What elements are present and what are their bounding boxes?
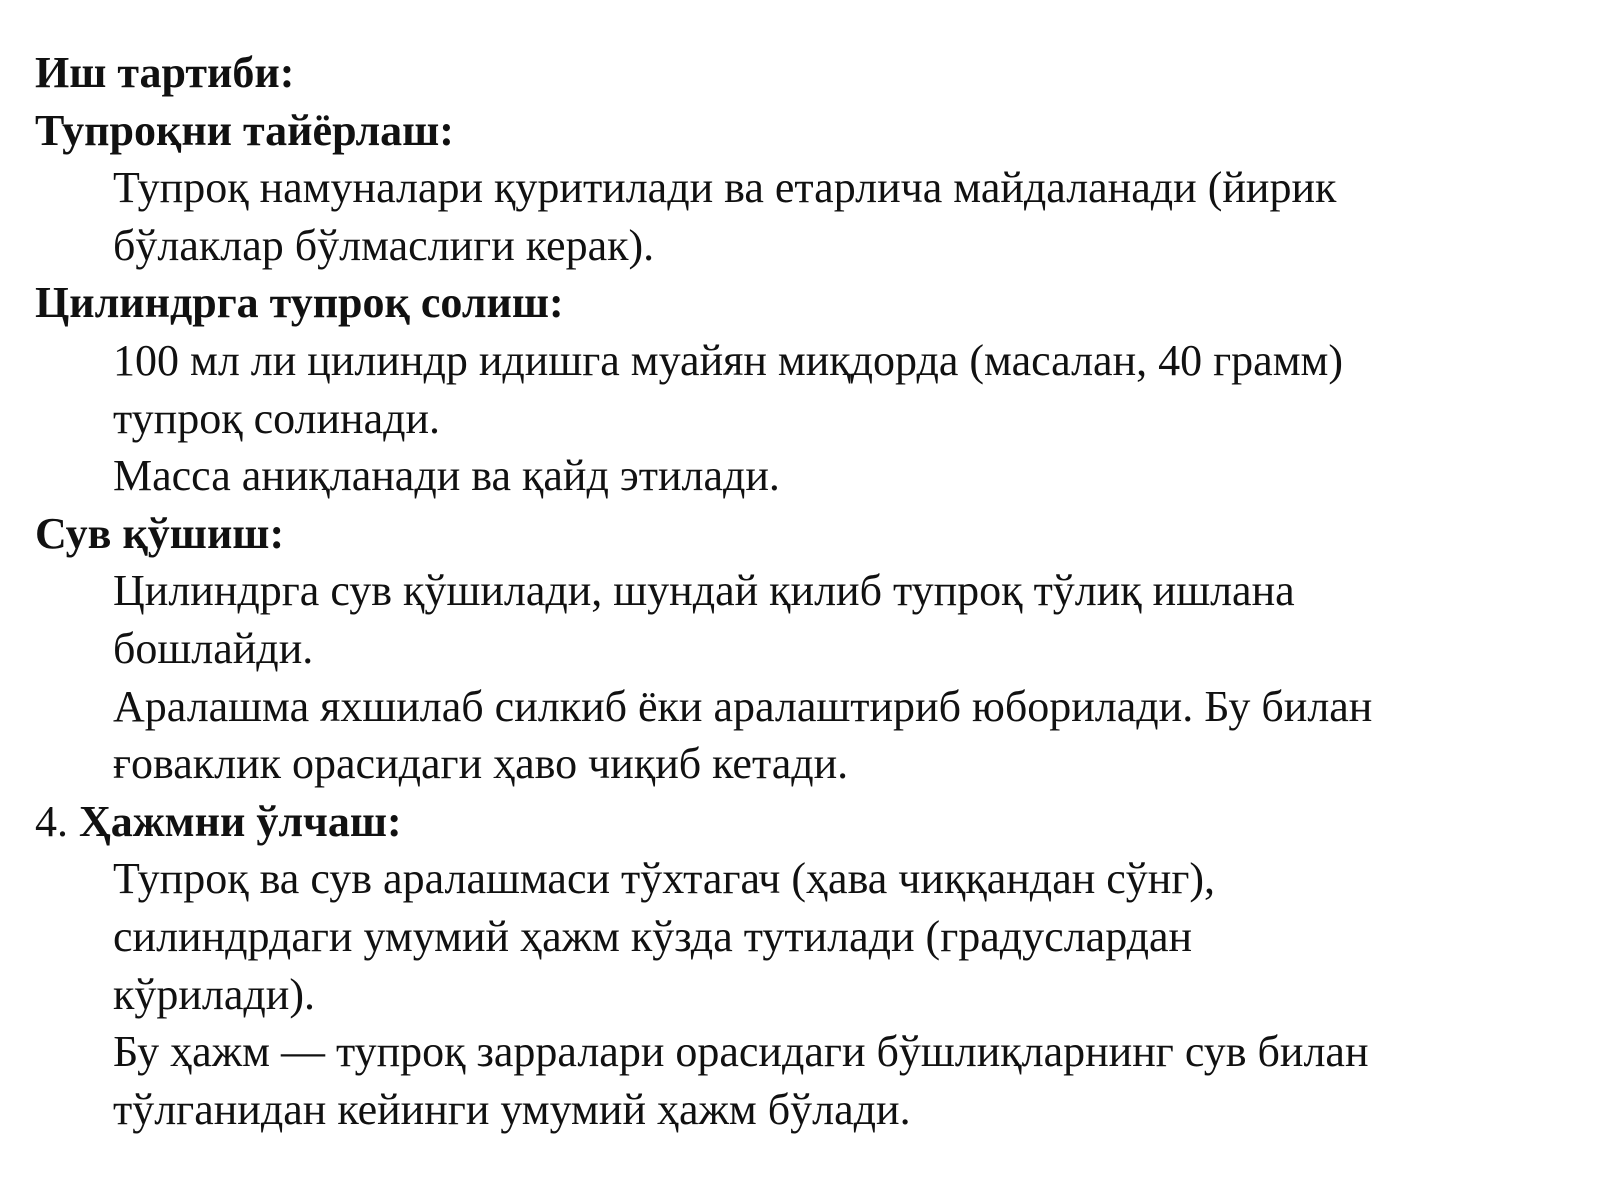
section-fill-cylinder (35, 274, 1575, 504)
section-soil-preparation (35, 102, 1575, 275)
paragraph-line: Масса аниқланади ва қайд этилади. (113, 451, 780, 501)
paragraph-line: ғоваклик орасидаги ҳаво чиқиб кетади. (113, 739, 849, 789)
paragraph-line: Тупроқ намуналари қуритилади ва етарлича майдаланади (йирик (113, 163, 1337, 213)
section-heading: Тупроқни тайёрлаш: (35, 105, 454, 155)
paragraph-line: силиндрдаги умумий ҳажм кўзда тутилади (градуслардан (113, 911, 1193, 961)
paragraph-line: Тупроқ ва сув аралашмаси тўхтагач (ҳава чиққандан сўнг), (113, 854, 1216, 904)
section-number: 4. (35, 796, 68, 846)
paragraph-line: Цилиндрга сув қўшилади, шундай қилиб тупроқ тўлиқ ишлана (113, 566, 1295, 616)
document-title: Иш тартиби: (35, 48, 295, 97)
paragraph-line: 100 мл ли цилиндр идишга муайян миқдорда (масалан, 40 грамм) (113, 335, 1344, 385)
document-body (35, 44, 1575, 1138)
paragraph-line: бўлаклар бўлмаслиги керак). (113, 220, 655, 270)
section-add-water (35, 505, 1575, 793)
section-heading-row (35, 793, 1575, 851)
paragraph-line: кўрилади). (113, 969, 315, 1019)
paragraph-line: бошлайди. (113, 623, 314, 673)
section-heading: Ҳажмни ўлчаш: (79, 796, 402, 846)
section-measure-volume (35, 793, 1575, 1139)
paragraph-line: Аралашма яхшилаб силкиб ёки аралаштириб юборилади. Бу билан (113, 681, 1373, 731)
paragraph-line: Бу ҳажм — тупроқ зарралари орасидаги бўшлиқларнинг сув билан (113, 1027, 1369, 1077)
section-heading: Сув қўшиш: (35, 508, 285, 558)
section-heading: Цилиндрга тупроқ солиш: (35, 278, 564, 328)
paragraph-line: тупроқ солинади. (113, 393, 441, 443)
paragraph-line: тўлганидан кейинги умумий ҳажм бўлади. (113, 1084, 911, 1134)
